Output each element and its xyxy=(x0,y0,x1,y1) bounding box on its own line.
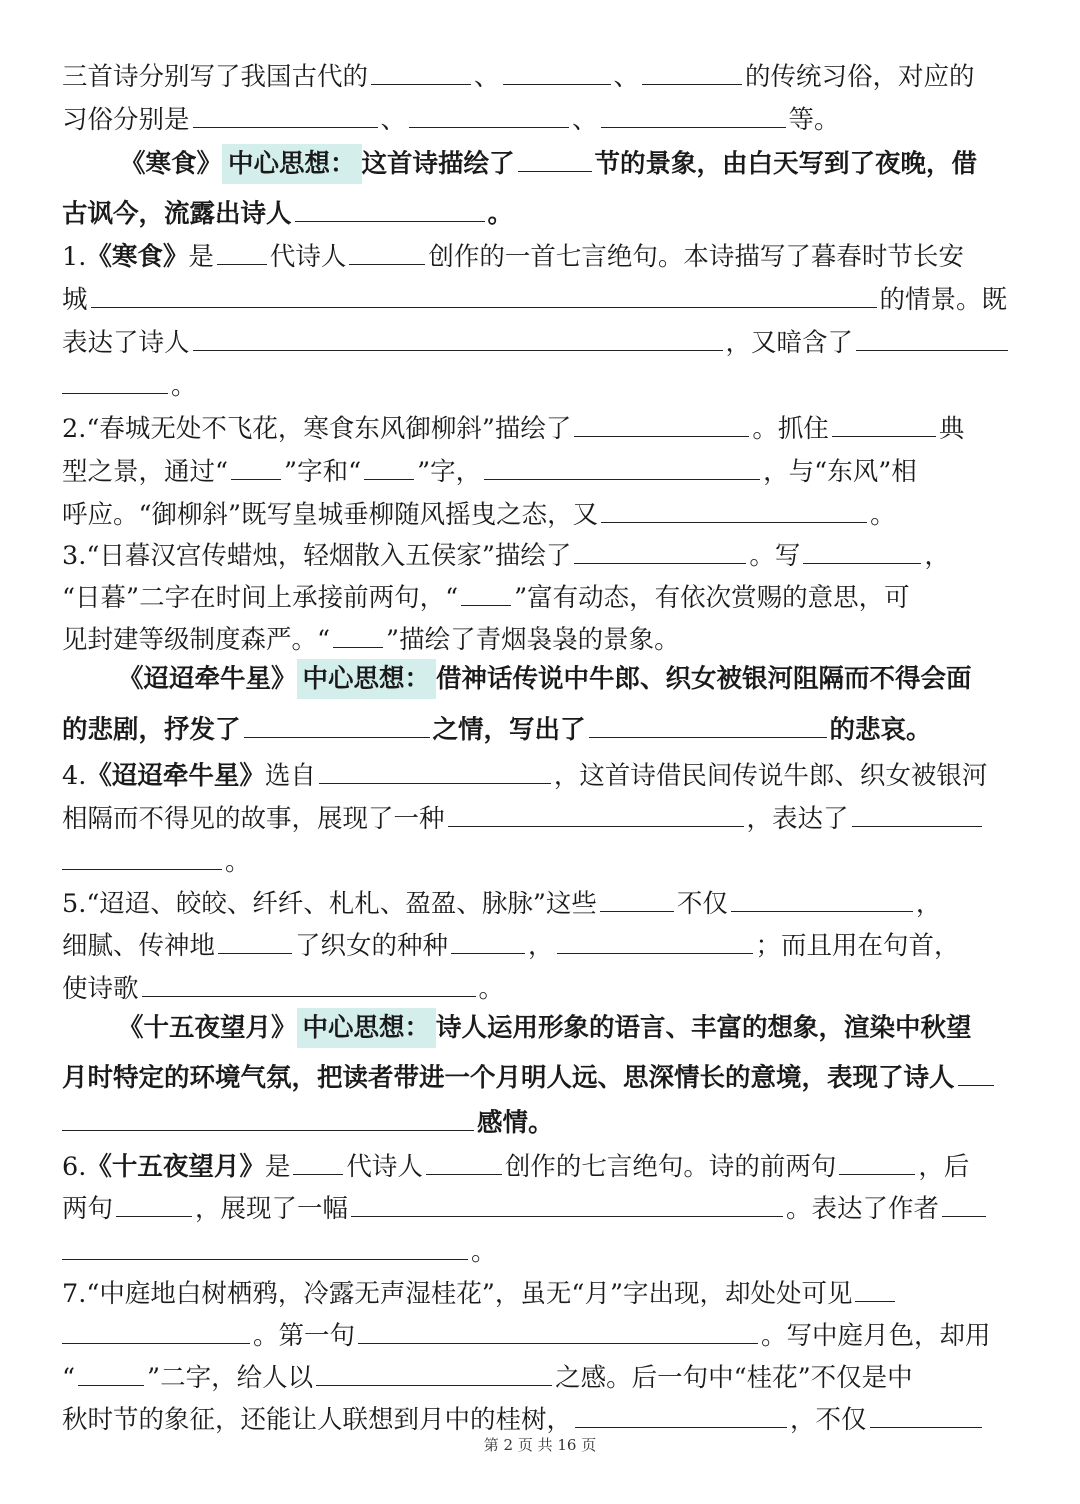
page-footer: 第 2 页 共 16 页 xyxy=(483,1436,597,1454)
fill-blank[interactable] xyxy=(451,921,525,954)
fill-blank[interactable] xyxy=(557,921,753,954)
text-line: “ ”二字，给人以 之感。后一句中“桂花”不仅是中 xyxy=(62,1353,913,1393)
question-2: 2.“春城无处不飞花，寒食东风御柳斜”描绘了 。抓住 典 xyxy=(62,404,964,444)
text-line: 习俗分别是 、 、 等。 xyxy=(62,95,840,135)
text-line: 。 xyxy=(62,1227,497,1267)
fill-blank[interactable] xyxy=(295,189,485,222)
fill-blank[interactable] xyxy=(319,751,551,784)
text-line: “日暮”二字在时间上承接前两句，“ ”富有动态，有依次赏赐的意思，可 xyxy=(62,573,910,613)
fill-blank[interactable] xyxy=(244,705,430,738)
fill-blank[interactable] xyxy=(62,837,222,870)
fill-blank[interactable] xyxy=(333,615,383,648)
fill-blank[interactable] xyxy=(91,275,877,308)
fill-blank[interactable] xyxy=(642,52,742,85)
central-idea-label: 中心思想： xyxy=(222,144,362,184)
text-line: 的悲剧，抒发了 之情，写出了 的悲哀。 xyxy=(62,705,932,745)
text-line: 型之景，通过“ ”字和“ ”字， ，与“东风”相 xyxy=(62,447,917,487)
fill-blank[interactable] xyxy=(62,1098,474,1131)
text-line: 表达了诗人 ，又暗含了 xyxy=(62,318,1011,358)
fill-blank[interactable] xyxy=(218,921,292,954)
central-idea-qianniu: 《迢迢牵牛星》 中心思想： 借神话传说中牛郎、织女被银河阻隔而不得会面 xyxy=(118,659,972,699)
question-7: 7.“中庭地白树栖鸦，冷露无声湿桂花”，虽无“月”字出现，却处处可见 xyxy=(62,1269,898,1309)
text-line: 。 xyxy=(62,837,251,877)
text-line: 。第一句 。写中庭月色，却用 xyxy=(62,1311,991,1351)
text-line: 三首诗分别写了我国古代的 、 、 的传统习俗，对应的 xyxy=(62,52,975,92)
question-6: 6.《十五夜望月》是 代诗人 创作的七言绝句。诗的前两句 ，后 xyxy=(62,1142,969,1182)
fill-blank[interactable] xyxy=(351,1184,783,1217)
central-idea-hanshi: 《寒食》 中心思想： 这首诗描绘了 节的景象，由白天写到了夜晚，借 xyxy=(120,139,977,179)
text-line: 感情。 xyxy=(62,1098,554,1138)
fill-blank[interactable] xyxy=(484,447,760,480)
fill-blank[interactable] xyxy=(364,447,414,480)
fill-blank[interactable] xyxy=(589,705,827,738)
fill-blank[interactable] xyxy=(503,52,611,85)
fill-blank[interactable] xyxy=(518,139,592,172)
fill-blank[interactable] xyxy=(832,404,936,437)
fill-blank[interactable] xyxy=(62,1227,468,1260)
fill-blank[interactable] xyxy=(839,1142,915,1175)
text-line: 月时特定的环境气氛，把读者带进一个月明人远、思深情长的意境，表现了诗人 xyxy=(62,1053,997,1093)
fill-blank[interactable] xyxy=(371,52,471,85)
fill-blank[interactable] xyxy=(349,232,425,265)
fill-blank[interactable] xyxy=(958,1053,994,1086)
text-line: 使诗歌 。 xyxy=(62,964,504,1004)
text-line: 两句 ，展现了一幅 。表达了作者 xyxy=(62,1184,989,1224)
fill-blank[interactable] xyxy=(217,232,267,265)
fill-blank[interactable] xyxy=(62,1311,250,1344)
fill-blank[interactable] xyxy=(78,1353,144,1386)
text-line: 城 的情景。既 xyxy=(62,275,1007,315)
text-line: 秋时节的象征，还能让人联想到月中的桂树， ，不仅 xyxy=(62,1395,985,1435)
fill-blank[interactable] xyxy=(193,318,723,351)
fill-blank[interactable] xyxy=(601,95,786,128)
central-idea-label: 中心思想： xyxy=(297,659,437,699)
question-4: 4.《迢迢牵牛星》选自 ，这首诗借民间传说牛郎、织女被银河 xyxy=(62,751,987,791)
fill-blank[interactable] xyxy=(461,573,511,606)
fill-blank[interactable] xyxy=(856,318,1008,351)
text-line: 呼应。“御柳斜”既写皇城垂柳随风摇曳之态，又 。 xyxy=(62,490,896,530)
fill-blank[interactable] xyxy=(855,1269,895,1302)
fill-blank[interactable] xyxy=(574,404,749,437)
fill-blank[interactable] xyxy=(426,1142,502,1175)
fill-blank[interactable] xyxy=(231,447,281,480)
fill-blank[interactable] xyxy=(852,794,982,827)
fill-blank[interactable] xyxy=(293,1142,343,1175)
fill-blank[interactable] xyxy=(409,95,569,128)
fill-blank[interactable] xyxy=(575,1395,787,1428)
fill-blank[interactable] xyxy=(870,1395,982,1428)
fill-blank[interactable] xyxy=(448,794,744,827)
fill-blank[interactable] xyxy=(600,879,674,912)
fill-blank[interactable] xyxy=(142,964,476,997)
question-1: 1.《寒食》是 代诗人 创作的一首七言绝句。本诗描写了暮春时节长安 xyxy=(62,232,964,272)
fill-blank[interactable] xyxy=(942,1184,986,1217)
text-line: 细腻、传神地 了织女的种种 ， ；而且用在句首， xyxy=(62,921,960,961)
text-line: 古讽今，流露出诗人 。 xyxy=(62,189,513,229)
fill-blank[interactable] xyxy=(601,490,867,523)
fill-blank[interactable] xyxy=(316,1353,552,1386)
question-5: 5.“迢迢、皎皎、纤纤、札札、盈盈、脉脉”这些 不仅 ， xyxy=(62,879,941,919)
fill-blank[interactable] xyxy=(116,1184,192,1217)
text-line: 。 xyxy=(62,361,197,401)
central-idea-wangyue: 《十五夜望月》 中心思想： 诗人运用形象的语言、丰富的想象，渲染中秋望 xyxy=(118,1008,972,1048)
fill-blank[interactable] xyxy=(62,361,168,394)
question-3: 3.“日暮汉宫传蜡烛，轻烟散入五侯家”描绘了 。写 ， xyxy=(62,531,950,571)
fill-blank[interactable] xyxy=(731,879,913,912)
text-line: 相隔而不得见的故事，展现了一种 ，表达了 xyxy=(62,794,985,834)
fill-blank[interactable] xyxy=(574,531,746,564)
fill-blank[interactable] xyxy=(803,531,921,564)
fill-blank[interactable] xyxy=(358,1311,758,1344)
text-line: 见封建等级制度森严。“ ”描绘了青烟袅袅的景象。 xyxy=(62,615,680,655)
fill-blank[interactable] xyxy=(193,95,378,128)
central-idea-label: 中心思想： xyxy=(297,1008,437,1048)
